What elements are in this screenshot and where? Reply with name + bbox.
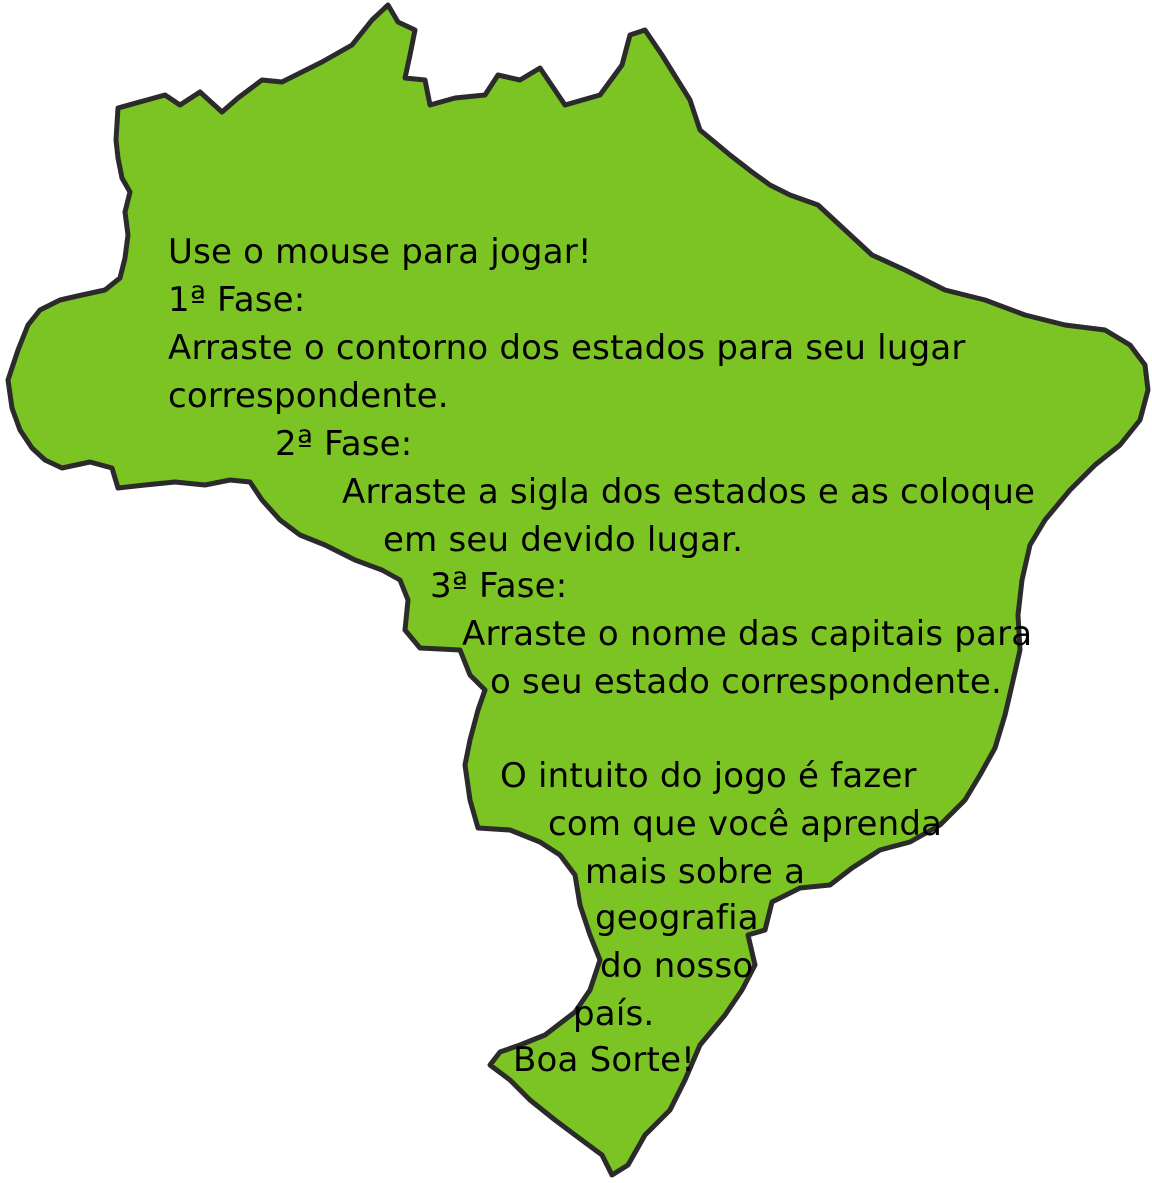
farewell-text: Boa Sorte! [513,1040,696,1080]
phase2-title: 2ª Fase: [275,424,413,464]
phase3-line1: Arraste o nome das capitais para [462,614,1033,654]
goal-line1: O intuito do jogo é fazer [500,756,917,796]
goal-line6: país. [573,994,655,1034]
goal-line2: com que você aprenda [548,804,943,844]
phase2-line2: em seu devido lugar. [383,520,744,560]
goal-line5: do nosso [600,946,754,986]
phase1-title: 1ª Fase: [168,280,306,320]
intro-text: Use o mouse para jogar! [168,232,592,272]
phase2-line1: Arraste a sigla dos estados e as coloque [342,472,1036,512]
phase3-line2: o seu estado correspondente. [490,662,1002,702]
phase1-line1: Arraste o contorno dos estados para seu lugar [168,328,966,368]
phase3-title: 3ª Fase: [430,566,568,606]
goal-line4: geografia [595,898,759,938]
phase1-line2: correspondente. [168,376,449,416]
goal-line3: mais sobre a [585,852,806,892]
